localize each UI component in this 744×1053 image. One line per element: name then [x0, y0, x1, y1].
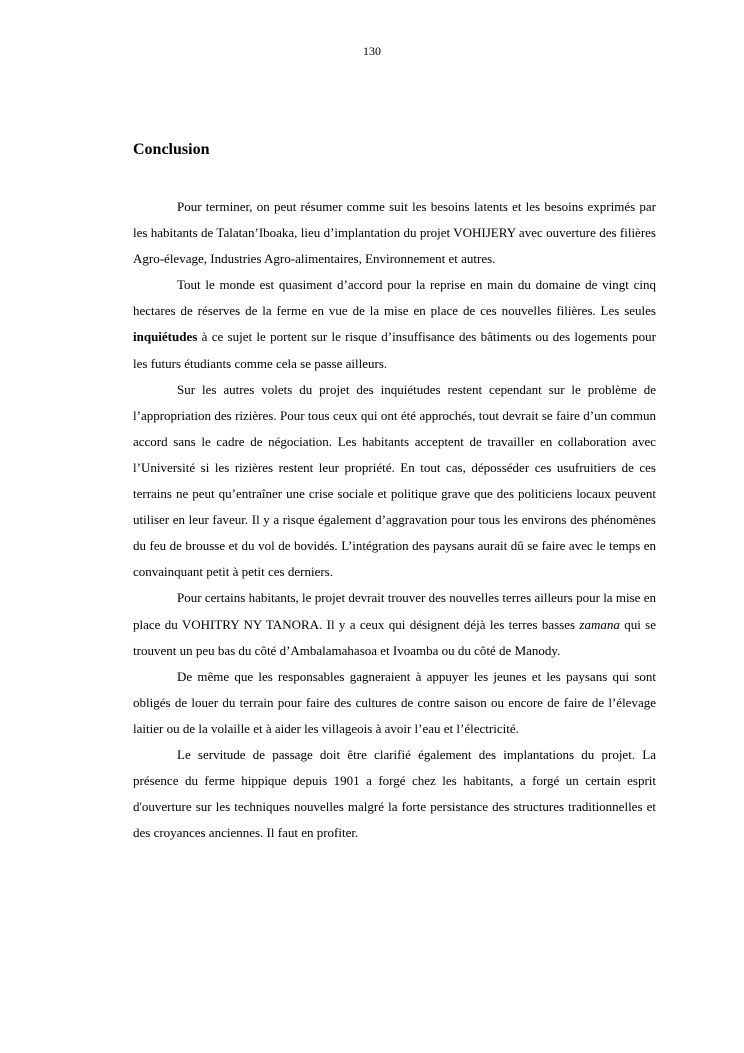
paragraph-4: [133, 585, 656, 663]
page-number: 130: [363, 44, 381, 58]
paragraph-3-text: Sur les autres volets du projet des inquiétudes restent cependant sur le problème de l’appropriation des rizières. Pour tous ceux qui ont été approchés, tout devrait se faire d’un commun accord sans le cadre de négociation. Les habitants acceptent de travailler en collaboration avec l’Université si les rizières restent leur propriété. En tout cas, déposséder ces usufruitiers de ces terrains ne peut qu’entraîner une crise sociale et politique grave que des politiciens locaux peuvent utiliser en leur faveur. Il y a risque également d’aggravation pour tous les environs des phénomènes du feu de brousse et du vol de bovidés. L’intégration des paysans aurait dû se faire avec le temps en convainquant petit à petit ces derniers.: [133, 381, 656, 580]
paragraph-1: [133, 194, 656, 272]
paragraph-2: [133, 272, 656, 376]
section-heading: Conclusion: [133, 141, 210, 158]
paragraph-6: [133, 742, 656, 846]
paragraph-4-italic-term: zamana: [579, 616, 620, 632]
paragraph-5-text: De même que les responsables gagneraient à appuyer les jeunes et les paysans qui sont obligés de louer du terrain pour faire des cultures de contre saison ou encore de faire de l’élevage laitier ou de la volaille et à aider les villageois à avoir l’eau et l’électricité.: [133, 668, 656, 736]
paragraph-2-text-end: à ce sujet le portent sur le risque d’insuffisance des bâtiments ou des logements pour les futurs étudiants comme cela se passe ailleurs.: [133, 329, 656, 371]
paragraph-2-text-start: Tout le monde est quasiment d’accord pour la reprise en main du domaine de vingt cinq hectares de réserves de la ferme en vue de la mise en place de ces nouvelles filières. Les seules: [133, 277, 656, 319]
paragraph-6-text: Le servitude de passage doit être clarifié également des implantations du projet. La présence du ferme hippique depuis 1901 a forgé chez les habitants, a forgé un certain esprit d'ouverture sur les techniques nouvelles malgré la forte persistance des structures traditionnelles et des croyances anciennes. Il faut en profiter.: [133, 746, 656, 841]
paragraph-1-text: Pour terminer, on peut résumer comme suit les besoins latents et les besoins exprimés par les habitants de Talatan’Iboaka, lieu d’implantation du projet VOHIJERY avec ouverture des filières Agro-élevage, Industries Agro-alimentaires, Environnement et autres.: [133, 199, 656, 267]
paragraph-4-text-end: qui se trouvent un peu bas du côté d’Ambalamahasoa et Ivoamba ou du côté de Manody.: [133, 616, 656, 658]
paragraph-3: [133, 377, 656, 586]
paragraph-4-text-start: Pour certains habitants, le projet devrait trouver des nouvelles terres ailleurs pour la mise en place du VOHITRY NY TANORA. Il y a ceux qui désignent déjà les terres basses: [133, 590, 656, 632]
paragraph-2-emphasis: inquiétudes: [133, 329, 198, 345]
body-text: [133, 194, 656, 846]
paragraph-5: [133, 664, 656, 742]
